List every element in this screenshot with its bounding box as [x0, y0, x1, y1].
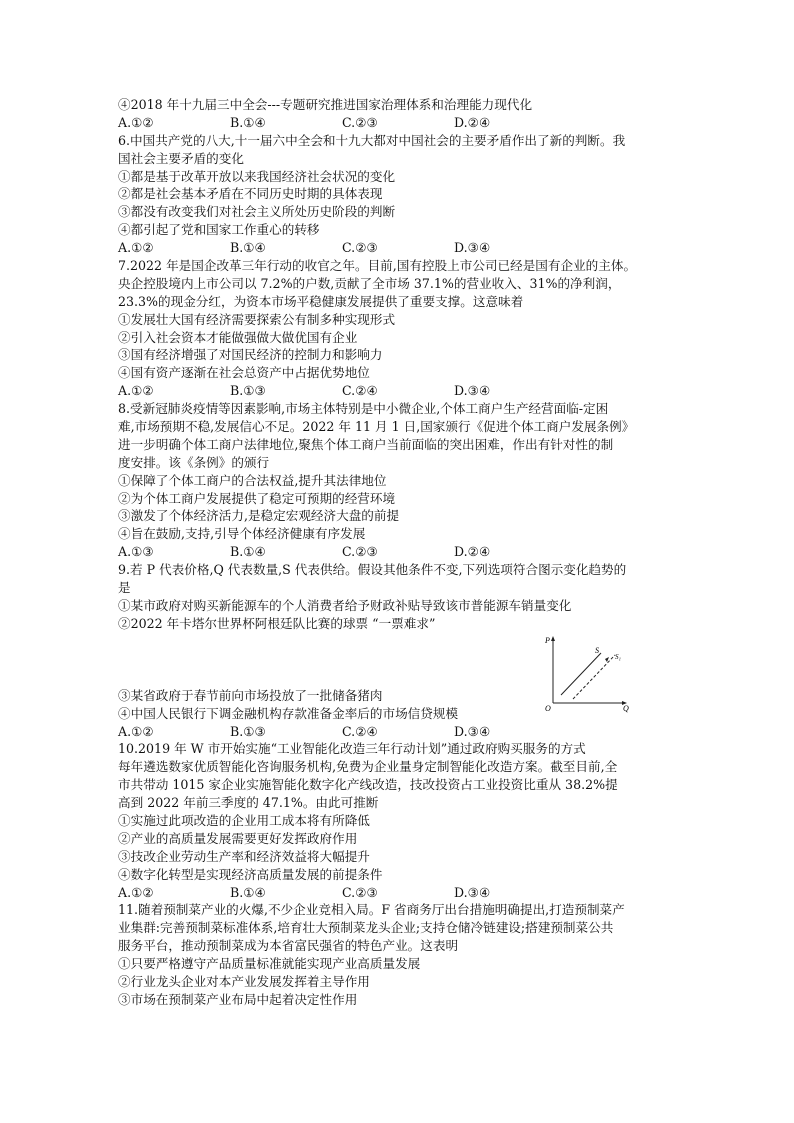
question-6-item-3: ③都没有改变我们对社会主义所处历史阶段的判断: [118, 204, 396, 220]
question-7-choices: [118, 382, 688, 400]
question-8-item-2: ②为个体工商户发展提供了稳定可预期的经营环境: [118, 490, 396, 506]
question-10-choices: [118, 884, 688, 902]
question-7-item-4: ④国有资产逐渐在社会总资产中占据优势地位: [118, 365, 370, 381]
question-10-stem-cont: 每年遴选数家优质智能化咨询服务机构,免费为企业量身定制智能化改造方案。截至目前,全: [118, 759, 618, 775]
question-11-item-2: ②行业龙头企业对本产业发展发挥着主导作用: [118, 973, 370, 989]
choice-c: C.②③: [342, 884, 378, 900]
choice-a: A.①②: [118, 383, 154, 399]
choice-b: B.①④: [230, 240, 266, 256]
question-9-choices: [118, 723, 688, 741]
question-6-stem-cont: 国社会主要矛盾的变化: [118, 150, 244, 166]
question-10-stem-cont: 市共带动 1015 家企业实施智能化数字化产线改造，技改投资占工业投资比重从 38.2%提: [118, 777, 618, 793]
question-5-choices: [118, 114, 688, 132]
question-6-stem: 6.中国共产党的八大,十一届六中全会和十九大都对中国社会的主要矛盾作出了新的判断。我: [118, 132, 626, 148]
p-axis-arrow: [551, 636, 555, 641]
supply-curve-s: [561, 653, 601, 695]
question-6-item-4: ④都引起了党和国家工作重心的转移: [118, 222, 320, 238]
question-7-stem-cont: 央企控股境内上市公司以 7.2%的户数,贡献了全市场 37.1%的营业收入、31%的净利润，: [118, 275, 621, 291]
question-11-stem-cont: 服务平台，推动预制菜成为本省富民强省的特色产业。这表明: [118, 938, 459, 954]
question-10-item-4: ④数字化转型是实现经济高质量发展的前提条件: [118, 866, 383, 882]
choice-d: D.②④: [454, 544, 491, 560]
question-10-stem-cont: 高到 2022 年前三季度的 47.1%。由此可推断: [118, 795, 379, 811]
question-8-stem-cont: 进一步明确个体工商户法律地位,聚焦个体工商户当前面临的突出困难，作出有针对性的制: [118, 436, 614, 452]
question-9-stem-cont: 是: [118, 580, 131, 596]
choice-b: B.①③: [230, 723, 266, 739]
choice-d: D.③④: [454, 240, 491, 256]
choice-c: C.②③: [342, 544, 378, 560]
question-8-stem: 8.受新冠肺炎疫情等因素影响,市场主体特别是中小微企业,个体工商户生产经营面临-定困: [118, 401, 609, 417]
question-7-item-1: ①发展壮大国有经济需要探索公有制多种实现形式: [118, 311, 396, 327]
question-11-item-3: ③市场在预制菜产业布局中起着决定性作用: [118, 991, 358, 1007]
choice-b: B.①④: [230, 544, 266, 560]
question-8-item-4: ④旨在鼓励,支持,引导个体经济健康有序发展: [118, 526, 366, 542]
question-9-stem: 9.若 P 代表价格,Q 代表数量,S 代表供给。假设其他条件不变,下列选项符合图示变化趋势的: [118, 562, 627, 578]
question-8-item-3: ③激发了个体经济活力,是稳定宏观经济大盘的前提: [118, 508, 400, 524]
label-s1: S₁: [615, 652, 621, 661]
choice-d: D.②④: [454, 114, 491, 130]
label-p: P: [545, 635, 550, 645]
choice-b: B.①④: [230, 114, 266, 130]
choice-a: A.①②: [118, 114, 154, 130]
label-o: O: [545, 703, 551, 713]
question-7-stem-cont: 23.3%的现金分红，为资本市场平稳健康发展提供了重要支撑。这意味着: [118, 293, 524, 309]
question-10-item-2: ②产业的高质量发展需要更好发挥政府作用: [118, 830, 358, 846]
question-8-stem-cont: 度安排。该《条例》的颁行: [118, 454, 270, 470]
question-9-item-4: ④中国人民银行下调金融机构存款准备金率后的市场信贷规模: [118, 705, 459, 721]
label-s: S: [595, 645, 599, 655]
question-8-stem-cont: 难,市场预期不稳,发展信心不足。2022 年 11 月 1 日,国家颁行《促进个体工商户发展条例》: [118, 419, 635, 435]
choice-a: A.①③: [118, 544, 154, 560]
supply-shift-graph: [543, 633, 633, 713]
choice-d: D.③④: [454, 723, 491, 739]
question-9-item-3: ③某省政府于春节前向市场投放了一批储备猪肉: [118, 687, 383, 703]
question-6-item-2: ②都是社会基本矛盾在不同历史时期的具体表现: [118, 186, 383, 202]
choice-a: A.①②: [118, 884, 154, 900]
question-10-item-1: ①实施过此项改造的企业用工成本将有所降低: [118, 812, 370, 828]
question-10-item-3: ③技改企业劳动生产率和经济效益将大幅提升: [118, 848, 370, 864]
question-8-item-1: ①保障了个体工商户的合法权益,提升其法律地位: [118, 472, 387, 488]
choice-a: A.①②: [118, 723, 154, 739]
supply-curve-s1: [573, 655, 615, 699]
choice-c: C.②③: [342, 114, 378, 130]
question-11-stem: 11.随着预制菜产业的火爆,不少企业竞相入局。F 省商务厅出台措施明确提出,打造预制菜产: [118, 902, 625, 918]
question-8-choices: [118, 543, 688, 561]
question-11-item-1: ①只要严格遵守产品质量标准就能实现产业高质量发展: [118, 956, 421, 972]
question-7-stem: 7.2022 年是国企改革三年行动的收官之年。目前,国有控股上市公司已经是国有企业的主体。: [118, 258, 637, 274]
choice-c: C.②④: [342, 383, 378, 399]
choice-b: B.①③: [230, 383, 266, 399]
question-5-option-4: ④2018 年十九届三中全会---专题研究推进国家治理体系和治理能力现代化: [118, 97, 533, 112]
question-10-stem: 10.2019 年 W 市开始实施“工业智能化改造三年行动计划”通过政府购买服务的方式: [118, 741, 586, 757]
question-7-item-2: ②引入社会资本才能做强做大做优国有企业: [118, 329, 358, 345]
label-q: Q: [623, 703, 629, 713]
choice-c: C.②③: [342, 240, 378, 256]
choice-b: B.①④: [230, 884, 266, 900]
choice-d: D.③④: [454, 383, 491, 399]
choice-d: D.③④: [454, 884, 491, 900]
exam-page: [118, 96, 688, 1009]
question-6-choices: [118, 239, 688, 257]
question-9-item-2: ②2022 年卡塔尔世界杯阿根廷队比赛的球票 “一票难求”: [118, 615, 436, 631]
choice-a: A.①②: [118, 240, 154, 256]
question-9-item-1: ①某市政府对购买新能源车的个人消费者给予财政补贴导致该市普能源车销量变化: [118, 597, 572, 613]
question-11-stem-cont: 业集群:完善预制菜标准体系,培育壮大预制菜龙头企业;支持仓储冷链建设;搭建预制菜公共: [118, 920, 614, 936]
question-7-item-3: ③国有经济增强了对国民经济的控制力和影响力: [118, 347, 383, 363]
choice-c: C.②④: [342, 723, 378, 739]
question-6-item-1: ①都是基于改革开放以来我国经济社会状况的变化: [118, 168, 396, 184]
